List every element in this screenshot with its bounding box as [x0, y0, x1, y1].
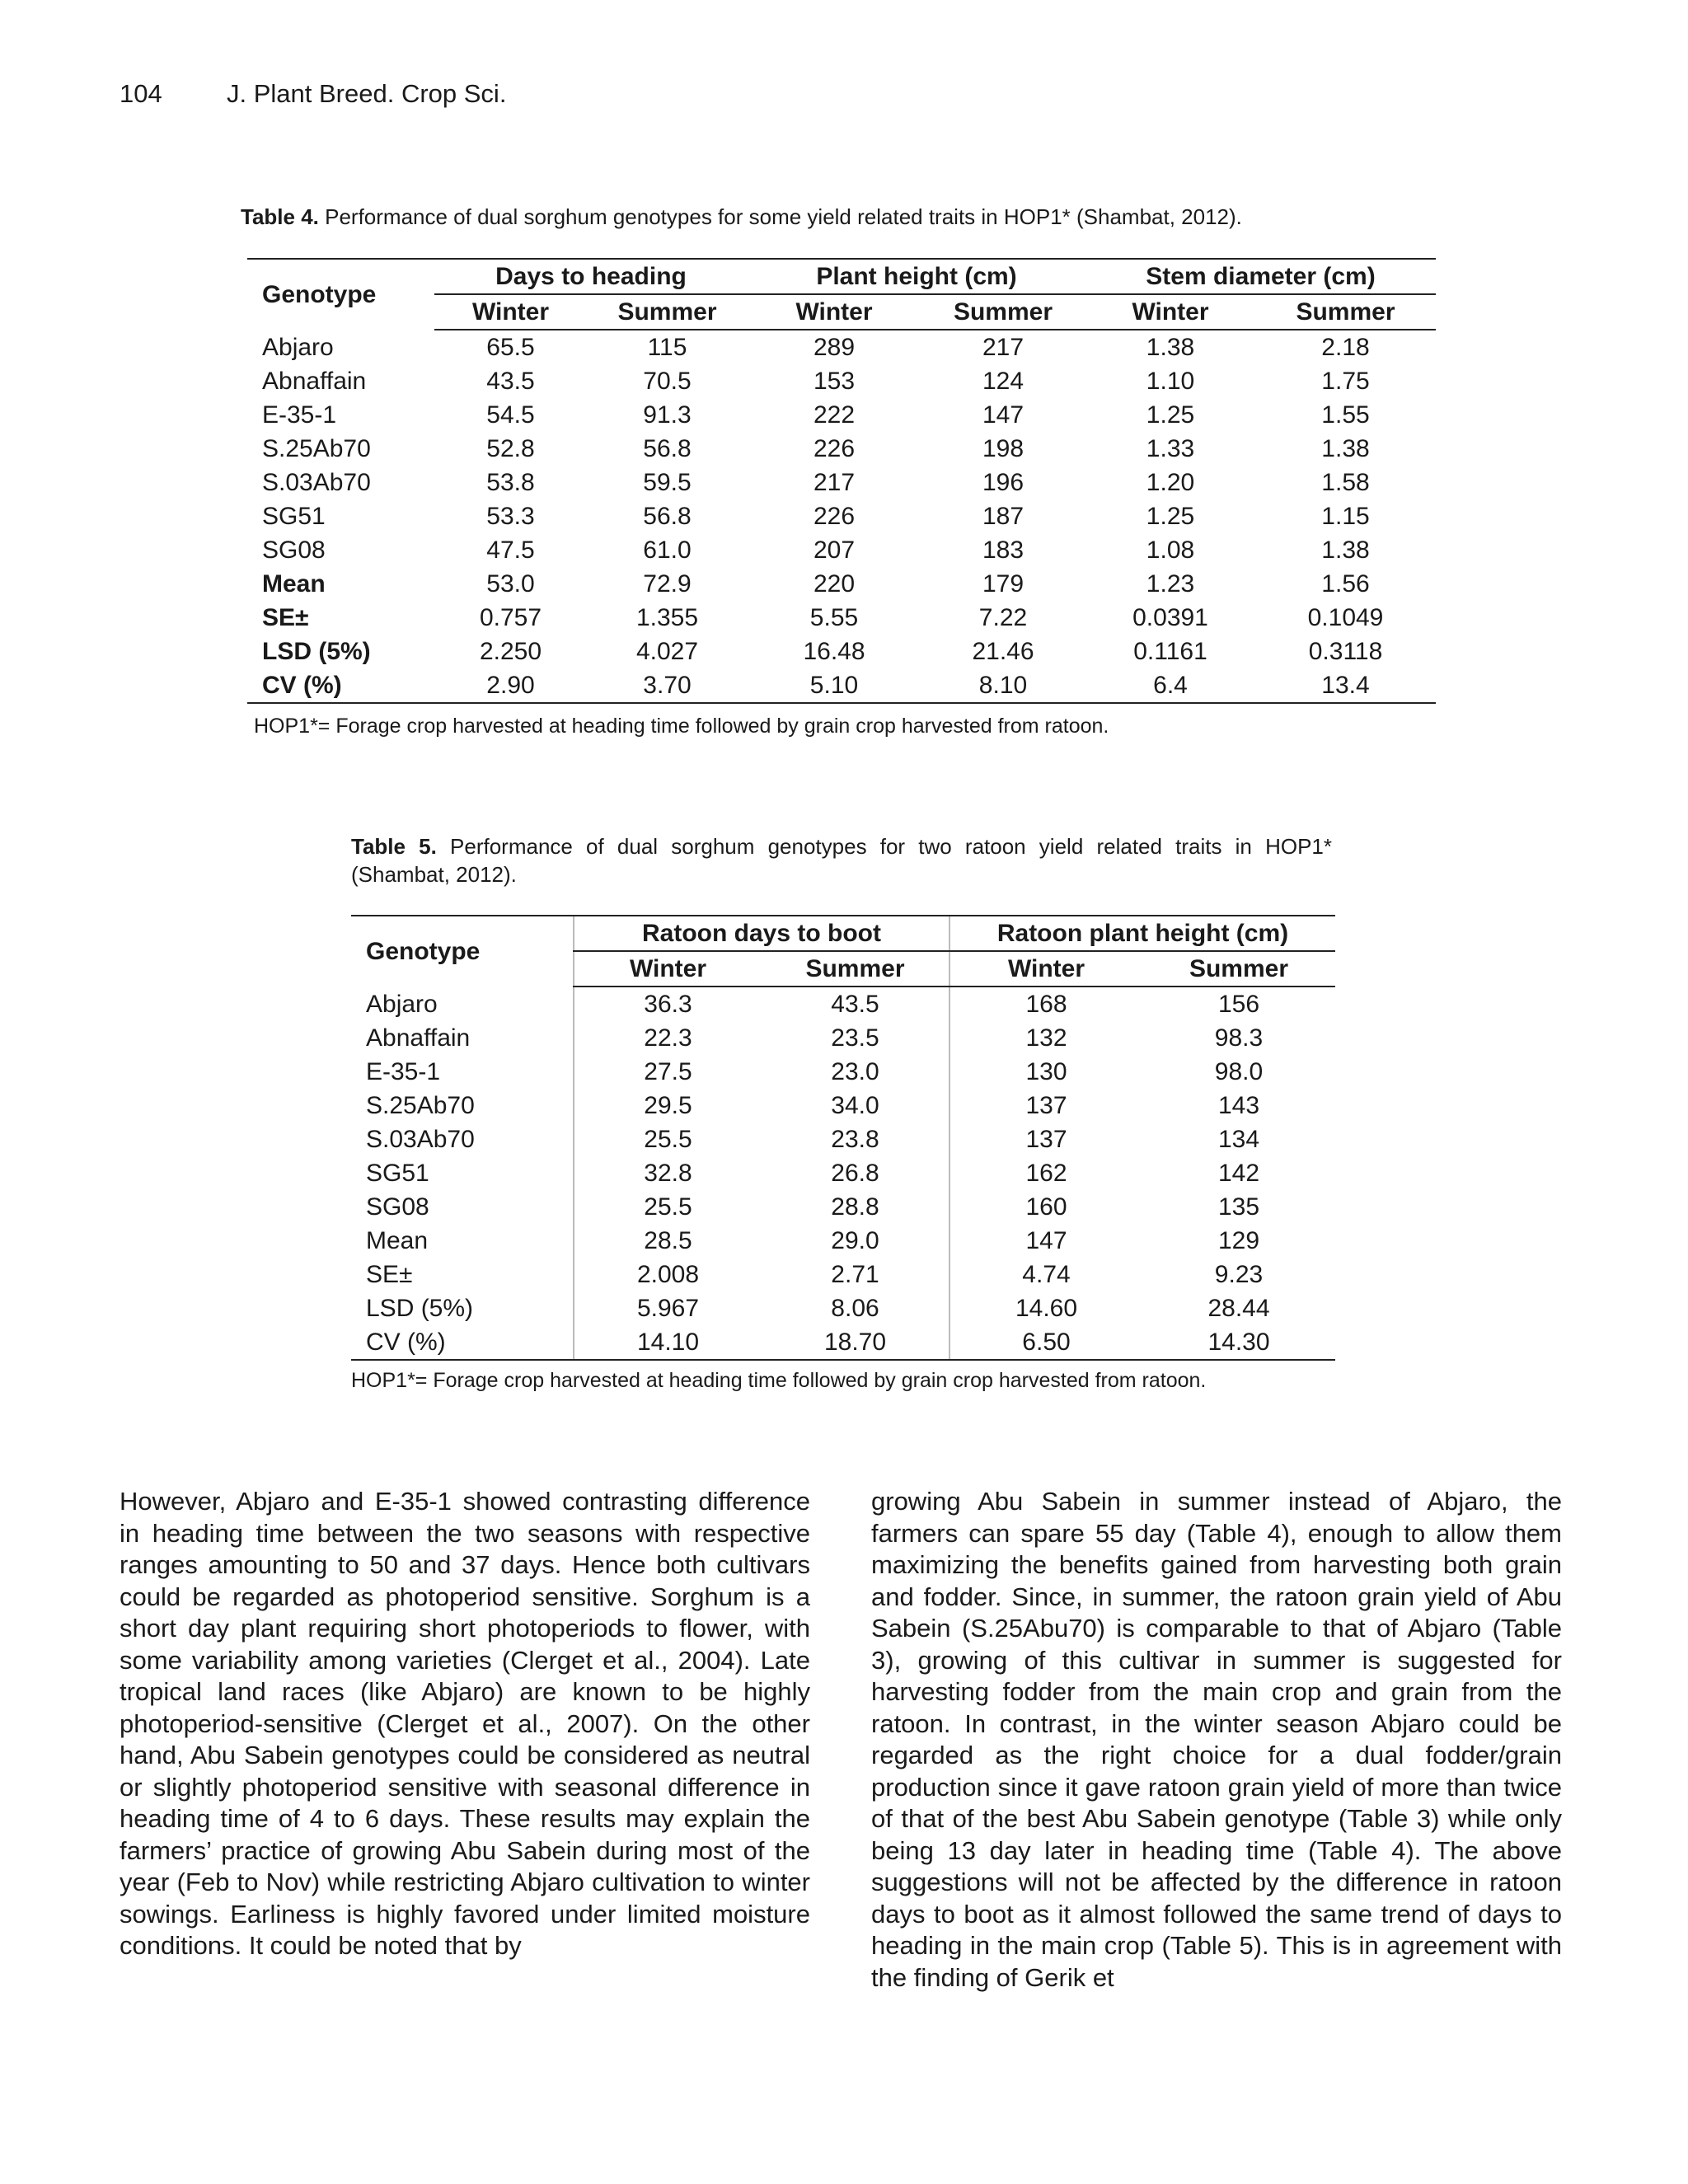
table4-season-header: Summer	[921, 294, 1085, 330]
table4-row	[247, 668, 1436, 703]
table4-genotype-cell: E-35-1	[262, 401, 337, 429]
table5-value-cell: 134	[1217, 1126, 1260, 1153]
table5-genotype-cell: SG51	[366, 1160, 429, 1187]
table5-value-cell: 135	[1217, 1193, 1260, 1221]
table5-value-cell: 43.5	[831, 991, 879, 1018]
table5-value-cell: 27.5	[574, 1055, 762, 1089]
table5-value-cell: 132	[950, 1021, 1142, 1055]
table5-value-cell: 5.967	[574, 1291, 762, 1325]
table4-season-header: Summer	[587, 294, 748, 330]
table5-caption-text: Performance of dual sorghum genotypes for two ratoon yield related traits in HOP1* (Shambat, 2012).	[351, 834, 1332, 887]
table4-value-cell: 179	[982, 570, 1025, 598]
table4-value-cell: 53.0	[486, 570, 535, 598]
table5-value-cell: 14.10	[574, 1325, 762, 1360]
table4-value-cell: 70.5	[643, 368, 692, 395]
table4-season-header: Winter	[434, 294, 587, 330]
table5-genotype-cell: Abnaffain	[366, 1024, 471, 1052]
table4-value-cell: 56.8	[643, 435, 692, 462]
table4-value-cell: 47.5	[486, 537, 535, 564]
table4-season-header: Winter	[1085, 294, 1255, 330]
table5-value-cell: 168	[950, 987, 1142, 1021]
table4-value-cell: 1.38	[1321, 537, 1370, 564]
table4-value-cell: 8.10	[921, 668, 1085, 703]
table4-row	[247, 533, 1436, 567]
table5-value-cell: 14.60	[950, 1291, 1142, 1325]
table4-value-cell: 1.33	[1146, 435, 1195, 462]
table5-value-cell: 156	[1217, 991, 1260, 1018]
table4-value-cell: 153	[813, 368, 856, 395]
table5-value-cell: 29.5	[574, 1089, 762, 1122]
table5-genotype-cell: S.03Ab70	[366, 1126, 475, 1153]
table4-value-cell: 54.5	[486, 401, 535, 429]
table4-value-cell: 21.46	[972, 638, 1034, 665]
table4-value-cell: 1.08	[1146, 537, 1195, 564]
table4-value-cell: 59.5	[643, 469, 692, 496]
table4-group-header: Days to heading	[434, 259, 748, 294]
table4-value-cell: 1.25	[1146, 503, 1195, 530]
table5-value-cell: 129	[1217, 1227, 1260, 1254]
table5-value-cell: 147	[950, 1224, 1142, 1258]
table5-value-cell: 98.0	[1214, 1058, 1264, 1085]
table5-season-header: Summer	[1142, 951, 1335, 987]
table5-season-header: Winter	[950, 951, 1142, 987]
table4-value-cell: 1.15	[1321, 503, 1370, 530]
table5-value-cell: 32.8	[574, 1156, 762, 1190]
table4-value-cell: 5.55	[809, 604, 859, 631]
table4-group-header: Plant height (cm)	[748, 259, 1085, 294]
table5-genotype-cell: S.25Ab70	[366, 1092, 475, 1119]
table5-value-cell: 29.0	[831, 1227, 879, 1254]
table4-value-cell: 1.20	[1146, 469, 1195, 496]
table5-value-cell: 26.8	[831, 1160, 879, 1187]
body-paragraph: However, Abjaro and E-35-1 showed contrasting difference in heading time between the two seasons with respective ranges amounting to 50 and 37 days. Hence both cultivars could be regarded as photoperiod sensitive. Sorghum is a short day plant requiring short photoperiods to flower, with some variability among varieties (Clerget et al., 2004). Late tropical land races (like Abjaro) are known to be highly photoperiod-sensitive (Clerget et al., 2007). On the other hand, Abu Sabein genotypes could be considered as neutral or slightly photoperiod sensitive with seasonal difference in heading time of 4 to 6 days. These results may explain the farmers’ practice of growing Abu Sabein during most of the year (Feb to Nov) while restricting Abjaro cultivation to winter sowings. Earliness is highly favored under limited moisture conditions. It could be noted that by	[120, 1487, 810, 1960]
body-right-column	[871, 1486, 1562, 1994]
table4-row	[247, 499, 1436, 533]
table4-value-cell: 2.18	[1321, 334, 1370, 361]
table4-value-cell: 56.8	[643, 503, 692, 530]
table4-season-header: Summer	[1255, 294, 1436, 330]
table5-row	[351, 1190, 1335, 1224]
table5-value-cell: 23.0	[831, 1058, 879, 1085]
table4-value-cell: 1.58	[1321, 469, 1370, 496]
table4-value-cell: 72.9	[643, 570, 692, 598]
table5-value-cell: 22.3	[574, 1021, 762, 1055]
table5-row	[351, 1122, 1335, 1156]
table5-value-cell: 28.8	[831, 1193, 879, 1221]
table4-value-cell: 0.757	[479, 604, 542, 631]
table4-footnote: HOP1*= Forage crop harvested at heading time followed by grain crop harvested from ratoon.	[254, 715, 1109, 738]
table4-group-header: Stem diameter (cm)	[1085, 259, 1436, 294]
table4-row	[247, 364, 1436, 398]
table4-value-cell: 61.0	[643, 537, 692, 564]
table4-value-cell: 222	[813, 401, 856, 429]
table5-row	[351, 1224, 1335, 1258]
table5-value-cell: 2.008	[574, 1258, 762, 1291]
table5-caption	[351, 832, 1332, 888]
table4-genotype-cell: SE±	[262, 604, 309, 631]
table5-row	[351, 1089, 1335, 1122]
table4-value-cell: 91.3	[643, 401, 692, 429]
table4-value-cell: 0.0391	[1132, 604, 1208, 631]
table5-value-cell: 18.70	[762, 1325, 950, 1360]
table4-value-cell: 217	[813, 469, 856, 496]
table4-label: Table 4.	[241, 204, 319, 229]
table4-row	[247, 398, 1436, 432]
table4-caption	[241, 203, 1436, 231]
table5-genotype-cell: E-35-1	[366, 1058, 441, 1085]
table5-season-header: Summer	[762, 951, 950, 987]
table4-value-cell: 65.5	[486, 334, 535, 361]
table4-genotype-header: Genotype	[247, 259, 434, 330]
table4-row	[247, 432, 1436, 466]
table4-value-cell: 124	[982, 368, 1025, 395]
table4-genotype-cell: S.25Ab70	[262, 435, 371, 462]
table5-value-cell: 137	[950, 1089, 1142, 1122]
table5-value-cell: 137	[950, 1122, 1142, 1156]
table4-value-cell: 4.027	[635, 638, 699, 665]
table4-caption-text: Performance of dual sorghum genotypes for some yield related traits in HOP1* (Shambat, 2012).	[318, 204, 1242, 229]
table4-row	[247, 567, 1436, 601]
table4-value-cell: 187	[982, 503, 1025, 530]
table5-value-cell: 4.74	[950, 1258, 1142, 1291]
table5-group-header: Ratoon plant height (cm)	[950, 916, 1335, 951]
table5-row	[351, 987, 1335, 1021]
table5-season-header: Winter	[574, 951, 762, 987]
table5-row	[351, 1291, 1335, 1325]
table4-value-cell: 226	[813, 435, 856, 462]
table4-value-cell: 207	[813, 537, 856, 564]
table4-genotype-cell: SG08	[262, 537, 326, 564]
table4-value-cell: 0.1049	[1307, 604, 1384, 631]
table4-genotype-cell: LSD (5%)	[262, 638, 371, 665]
table5-value-cell: 130	[950, 1055, 1142, 1089]
table4-value-cell: 289	[813, 334, 856, 361]
table5-value-cell: 28.5	[574, 1224, 762, 1258]
table5-genotype-header: Genotype	[351, 916, 574, 987]
table5-value-cell: 23.5	[831, 1024, 879, 1052]
table4-value-cell: 220	[813, 570, 856, 598]
table5-value-cell: 23.8	[831, 1126, 879, 1153]
table5-group-header: Ratoon days to boot	[574, 916, 950, 951]
table4-value-cell: 1.355	[635, 604, 699, 631]
table4-value-cell: 13.4	[1255, 668, 1436, 703]
table4-value-cell: 1.25	[1146, 401, 1195, 429]
table4-value-cell: 1.75	[1321, 368, 1370, 395]
table4-value-cell: 115	[647, 334, 687, 361]
table5-genotype-cell: Abjaro	[366, 990, 438, 1018]
table5-row	[351, 1156, 1335, 1190]
table5-value-cell: 25.5	[574, 1122, 762, 1156]
table4-value-cell: 1.38	[1146, 334, 1195, 361]
table4-value-cell: 217	[982, 334, 1025, 361]
table4-genotype-cell: Mean	[262, 570, 326, 598]
table4-value-cell: 53.3	[486, 503, 535, 530]
table5-genotype-cell: LSD (5%)	[366, 1295, 474, 1322]
table5	[351, 915, 1335, 1361]
table4-row	[247, 635, 1436, 668]
table5-value-cell: 98.3	[1214, 1024, 1264, 1052]
table4-value-cell: 1.56	[1321, 570, 1370, 598]
table4-genotype-cell: Abnaffain	[262, 368, 367, 395]
body-left-column	[120, 1486, 810, 1962]
table4-value-cell: 5.10	[748, 668, 921, 703]
table5-value-cell: 9.23	[1214, 1261, 1264, 1288]
table4	[247, 258, 1436, 704]
table4-value-cell: 43.5	[486, 368, 535, 395]
table4-value-cell: 2.90	[434, 668, 587, 703]
table4-value-cell: 183	[982, 537, 1025, 564]
table5-value-cell: 28.44	[1207, 1295, 1270, 1322]
table4-value-cell: 198	[982, 435, 1025, 462]
table5-value-cell: 160	[950, 1190, 1142, 1224]
table4-season-header: Winter	[748, 294, 921, 330]
table5-value-cell: 8.06	[831, 1295, 879, 1322]
table5-genotype-cell: Mean	[366, 1227, 429, 1254]
table5-label: Table 5.	[351, 834, 437, 859]
table5-footnote: HOP1*= Forage crop harvested at heading time followed by grain crop harvested from ratoon.	[351, 1369, 1207, 1392]
table4-value-cell: 226	[813, 503, 856, 530]
table5-genotype-cell: SG08	[366, 1193, 429, 1221]
table4-value-cell: 7.22	[978, 604, 1028, 631]
table5-value-cell: 34.0	[831, 1092, 879, 1119]
table4-row	[247, 466, 1436, 499]
table4-value-cell: 0.3118	[1308, 638, 1383, 665]
table4-value-cell: 196	[982, 469, 1025, 496]
running-head	[120, 79, 506, 109]
table4-genotype-cell: CV (%)	[247, 668, 434, 703]
table4-value-cell: 6.4	[1085, 668, 1255, 703]
table4-genotype-cell: S.03Ab70	[262, 469, 371, 496]
table4-genotype-cell: SG51	[262, 503, 326, 530]
table4-value-cell: 52.8	[486, 435, 535, 462]
table5-value-cell: 36.3	[574, 987, 762, 1021]
table4-value-cell: 1.38	[1321, 435, 1370, 462]
table4-value-cell: 1.10	[1146, 368, 1195, 395]
table4-value-cell: 147	[982, 401, 1025, 429]
table5-value-cell: 162	[950, 1156, 1142, 1190]
table4-value-cell: 53.8	[486, 469, 535, 496]
table4-value-cell: 0.1161	[1133, 638, 1207, 665]
table4-row	[247, 330, 1436, 364]
table5-value-cell: 2.71	[831, 1261, 879, 1288]
table4-value-cell: 16.48	[803, 638, 865, 665]
table5-row	[351, 1325, 1335, 1360]
page-number: 104	[120, 79, 162, 108]
table5-row	[351, 1021, 1335, 1055]
table5-genotype-cell: SE±	[366, 1261, 413, 1288]
table4-value-cell: 3.70	[587, 668, 748, 703]
table4-genotype-cell: Abjaro	[262, 333, 334, 361]
table5-genotype-cell: CV (%)	[351, 1325, 574, 1360]
table5-value-cell: 143	[1217, 1092, 1260, 1119]
body-paragraph: growing Abu Sabein in summer instead of Abjaro, the farmers can spare 55 day (Table 4), enough to allow them maximizing the benefits gained from harvesting both grain and fodder. Since, in summer, the ratoon grain yield of Abu Sabein (S.25Abu70) is comparable to that of Abjaro (Table 3), growing of this cultivar in summer is suggested for harvesting fodder from the main crop and grain from the ratoon. In contrast, in the winter season Abjaro could be regarded as the right choice for a dual fodder/grain production since it gave ratoon grain yield of more than twice of that of the best Abu Sabein genotype (Table 3) while only being 13 day later in heading time (Table 4). The above suggestions will not be affected by the difference in ratoon days to boot as it almost followed the same trend of days to heading in the main crop (Table 5). This is in agreement with the finding of Gerik et	[871, 1487, 1562, 1992]
table4-value-cell: 1.23	[1146, 570, 1195, 598]
journal-title: J. Plant Breed. Crop Sci.	[227, 79, 507, 108]
table4-row	[247, 601, 1436, 635]
table4-value-cell: 2.250	[479, 638, 542, 665]
table5-value-cell: 142	[1217, 1160, 1260, 1187]
table5-row	[351, 1055, 1335, 1089]
table5-value-cell: 14.30	[1142, 1325, 1335, 1360]
table4-value-cell: 1.55	[1321, 401, 1370, 429]
table5-row	[351, 1258, 1335, 1291]
table5-value-cell: 25.5	[574, 1190, 762, 1224]
table5-value-cell: 6.50	[950, 1325, 1142, 1360]
